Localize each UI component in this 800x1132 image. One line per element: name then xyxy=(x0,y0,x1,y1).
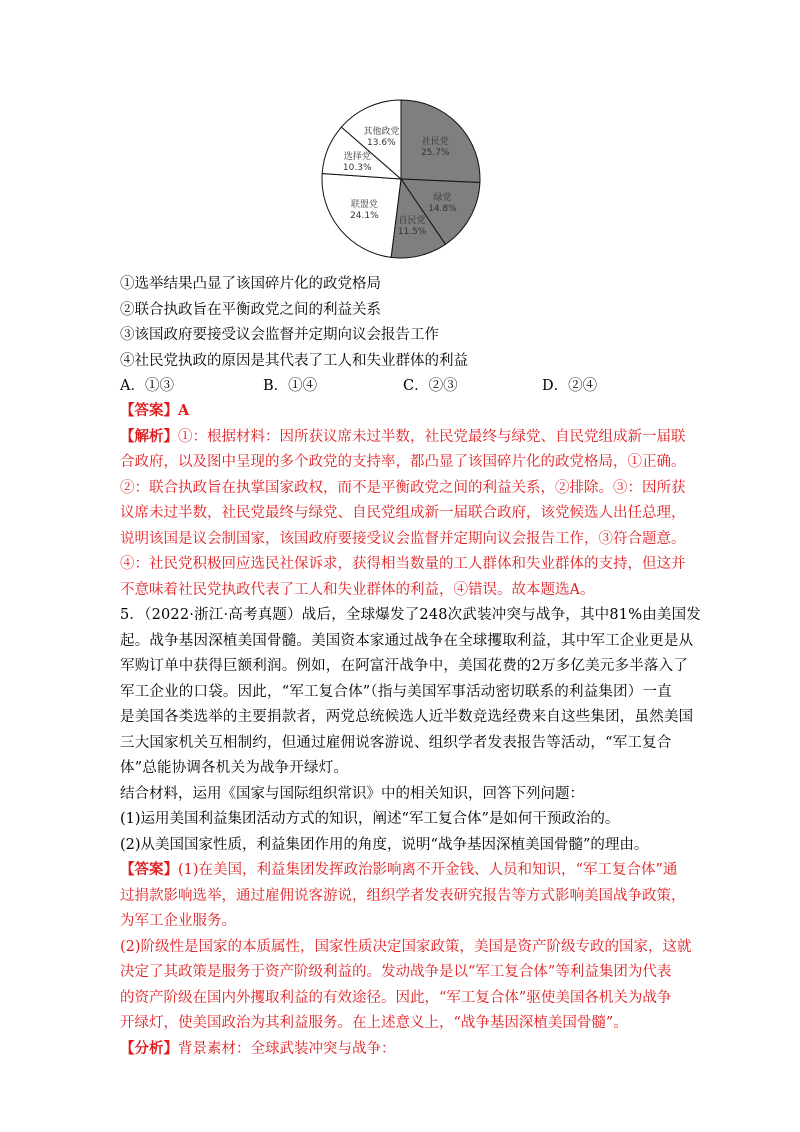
analysis-1-text-1: ①：根据材料：因所获议席未过半数，社民党最终与绿党、自民党组成新一届联 xyxy=(178,429,686,445)
analysis-2-tag: 【分析】 xyxy=(120,1040,178,1057)
q5-line-1: 5．（2022·浙江·高考真题）战后，全球爆发了248次武装冲突与战争，其中81%由美国发 xyxy=(120,607,701,623)
pie-label-name-3: 自民党 xyxy=(398,216,426,227)
answer-2-tag: 【答案】 xyxy=(120,861,178,878)
analysis-1-line-7: 不意味着社民党执政代表了工人和失业群体的利益，④错误。故本题选A。 xyxy=(120,582,595,598)
statement-3: ③该国政府要接受议会监督并定期向议会报告工作 xyxy=(120,327,439,343)
analysis-1-line-6: ④：社民党积极回应选民社保诉求，获得相当数量的工人群体和失业群体的支持，但这并 xyxy=(120,556,686,572)
q5-line-4: 军工企业的口袋。因此，“军工复合体”（指与美国军事活动密切联系的利益集团）一直 xyxy=(120,684,672,700)
option-a: A．①③ xyxy=(120,378,174,394)
statement-1: ①选举结果凸显了该国碎片化的政党格局 xyxy=(120,276,381,292)
q5-line-3: 军购订单中获得巨额利润。例如，在阿富汗战争中，美国花费的2万多亿美元多半落入了 xyxy=(120,658,689,674)
analysis-2-text: 背景素材：全球武装冲突与战争： xyxy=(178,1041,396,1057)
pie-label-name-1: 社民党 xyxy=(421,137,449,148)
q5-sub-1: (1)运用美国利益集团活动方式的知识，阐述“军工复合体”是如何干预政治的。 xyxy=(120,811,620,827)
pie-label-pct-2: 14.8% xyxy=(428,204,457,215)
pie-label-pct-5: 10.3% xyxy=(342,162,372,173)
answer-2-line-2: 过捐款影响选举，通过雇佣说客游说，组织学者发表研究报告等方式影响美国战争政策， xyxy=(120,888,686,904)
option-c: C．②③ xyxy=(403,378,458,394)
pie-label-pct-6: 13.6% xyxy=(367,137,396,148)
answer-2-line-5: 决定了其政策是服务于资产阶级利益的。发动战争是以“军工复合体”等利益集团为代表 xyxy=(120,964,672,980)
answer-2-text-1: (1)在美国，利益集团发挥政治影响离不开金钱、人员和知识，“军工复合体”通 xyxy=(178,862,678,878)
pie-label-pct-3: 11.5% xyxy=(397,227,427,238)
q5-line-2: 起。战争基因深植美国骨髓。美国资本家通过战争在全球攫取利益，其中军工企业更是从 xyxy=(120,633,694,649)
q5-line-6: 三大国家机关互相制约，但通过雇佣说客游说、组织学者发表报告等活动，“军工复合 xyxy=(120,735,672,751)
analysis-2 xyxy=(120,1039,396,1059)
pie-chart-svg xyxy=(318,96,484,262)
pie-label-name-6: 其他政党 xyxy=(363,126,400,137)
analysis-1-line-4: 议席未过半数，社民党最终与绿党、自民党组成新一届联合政府，该党候选人出任总理， xyxy=(120,505,686,521)
answer-1-tag: 【答案】 xyxy=(120,402,178,419)
analysis-1-line-5: 说明该国是议会制国家，该国政府要接受议会监督并定期向议会报告工作，③符合题意。 xyxy=(120,531,686,547)
statement-4: ④社民党执政的原因是其代表了工人和失业群体的利益 xyxy=(120,353,468,369)
answer-2-line-7: 开绿灯，使美国政治为其利益服务。在上述意义上，“战争基因深植美国骨髓”。 xyxy=(120,1015,628,1031)
option-d: D．②④ xyxy=(542,378,598,394)
answer-2-line-6: 的资产阶级在国内外攫取利益的有效途径。因此，“军工复合体”驱使美国各机关为战争 xyxy=(120,990,672,1006)
analysis-1-tag: 【解析】 xyxy=(120,428,178,445)
pie-label-name-5: 选择党 xyxy=(343,151,371,162)
q5-sub-2: (2)从美国国家性质，利益集团作用的角度，说明“战争基因深植美国骨髓”的理由。 xyxy=(120,837,649,853)
pie-label-pct-4: 24.1% xyxy=(350,211,379,222)
q5-line-7: 体”总能协调各机关为战争开绿灯。 xyxy=(120,760,349,776)
pie-label-name-4: 联盟党 xyxy=(350,200,378,211)
pie-chart xyxy=(318,96,484,262)
option-b: B．①④ xyxy=(263,378,318,394)
analysis-1-line-3: ②：联合执政旨在执掌国家政权，而不是平衡政党之间的利益关系，②排除。③：因所获 xyxy=(120,480,686,496)
analysis-1-line-2: 合政府，以及图中呈现的多个政党的支持率，都凸显了该国碎片化的政党格局，①正确。 xyxy=(120,454,686,470)
answer-2-line-1 xyxy=(120,860,677,880)
q5-line-5: 是美国各类选举的主要捐款者，两党总统候选人近半数竞选经费来自这些集团，虽然美国 xyxy=(120,709,694,725)
analysis-1-line-1 xyxy=(120,427,686,447)
pie-label-pct-1: 25.7% xyxy=(420,148,450,159)
pie-label-name-2: 绿党 xyxy=(433,193,452,204)
statement-2: ②联合执政旨在平衡政党之间的利益关系 xyxy=(120,302,381,318)
answer-2-line-3: 为军工企业服务。 xyxy=(120,913,236,929)
q5-prompt: 结合材料，运用《国家与国际组织常识》中的相关知识，回答下列问题： xyxy=(120,786,584,802)
answer-1-value: A xyxy=(178,402,190,419)
answer-1 xyxy=(120,401,189,421)
answer-2-line-4: (2)阶级性是国家的本质属性，国家性质决定国家政策，美国是资产阶级专政的国家，这就 xyxy=(120,939,692,955)
